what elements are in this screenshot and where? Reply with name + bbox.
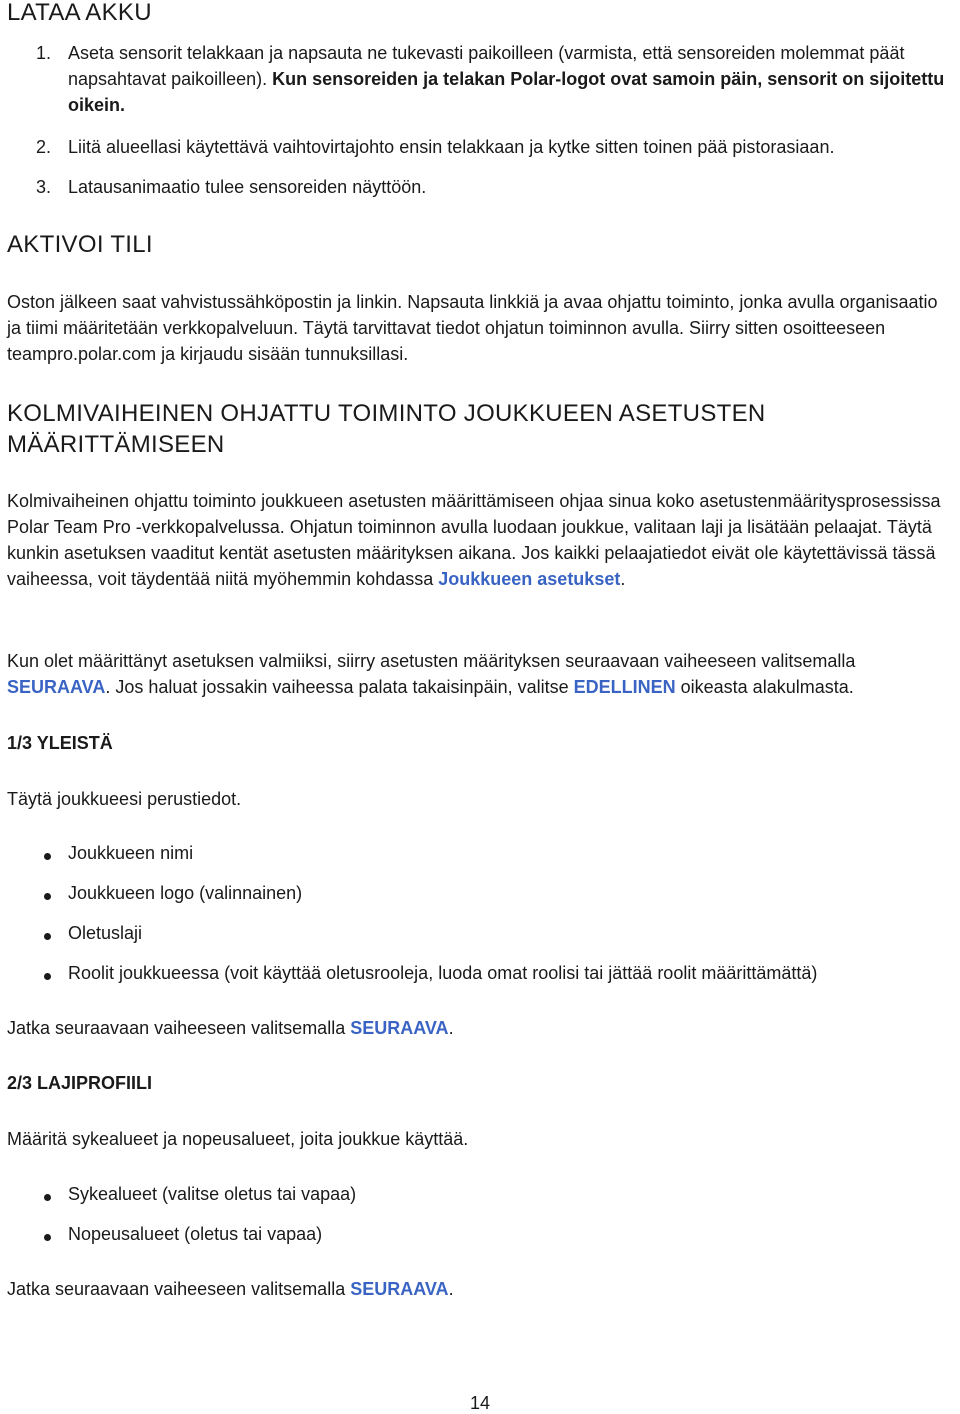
wizard-text: oikeasta alakulmasta. [675, 677, 854, 697]
heading-aktivoi-tili: AKTIVOI TILI [7, 231, 153, 258]
step-1-bullets [7, 840, 953, 1000]
wizard-text-end: . [620, 569, 626, 589]
step-1-intro: Täytä joukkueesi perustiedot. [7, 789, 242, 809]
step-number: 1. [36, 43, 52, 63]
list-item-text: Joukkueen nimi [68, 843, 194, 863]
bullet-icon [44, 853, 51, 860]
step-number: 3. [36, 177, 52, 197]
wizard-paragraph-1 [7, 488, 947, 592]
link-seuraava-step-1[interactable]: SEURAAVA [350, 1018, 449, 1038]
step-item [7, 174, 953, 200]
step-item [7, 134, 953, 160]
list-item-text: Sykealueet (valitse oletus tai vapaa) [68, 1184, 357, 1204]
heading-wizard [7, 398, 766, 460]
step-text-bold: Kun sensoreiden ja telakan Polar-logot ovat samoin päin, sensorit on sijoitettu oikein. [68, 69, 945, 115]
step-text: Liitä alueellasi käytettävä vaihtovirtajohto ensin telakkaan ja kytke sitten toinen pää pistorasiaan. [68, 137, 835, 157]
list-item [7, 960, 953, 986]
wizard-text: Kun olet määrittänyt asetuksen valmiiksi, siirry asetusten määrityksen seuraavaan vaiheeseen valitsemalla [7, 651, 856, 671]
list-item [7, 1181, 953, 1207]
bullet-icon [44, 1234, 51, 1241]
heading-step-2: 2/3 LAJIPROFIILI [7, 1073, 153, 1093]
step-number: 2. [36, 137, 52, 157]
step-2-next [7, 1276, 454, 1302]
list-item-text: Roolit joukkueessa (voit käyttää oletusrooleja, luoda omat roolisi tai jättää roolit määrittämättä) [68, 963, 818, 983]
list-item [7, 1221, 953, 1247]
next-text: Jatka seuraavaan vaiheeseen valitsemalla [7, 1018, 351, 1038]
wizard-text: . Jos haluat jossakin vaiheessa palata takaisinpäin, valitse [105, 677, 574, 697]
heading-wizard-line1: KOLMIVAIHEINEN OHJATTU TOIMINTO JOUKKUEEN ASETUSTEN [7, 400, 766, 427]
step-text: Aseta sensorit telakkaan ja napsauta ne tukevasti paikoilleen (varmista, että sensoreiden molemmat päät napsahtavat paikoilleen). [68, 43, 905, 89]
step-text: Latausanimaatio tulee sensoreiden näyttöön. [68, 177, 427, 197]
link-edellinen[interactable]: EDELLINEN [573, 677, 676, 697]
link-seuraava-step-2[interactable]: SEURAAVA [350, 1279, 449, 1299]
list-item-text: Joukkueen logo (valinnainen) [68, 883, 303, 903]
link-joukkueen-asetukset[interactable]: Joukkueen asetukset [438, 569, 621, 589]
bullet-icon [44, 973, 51, 980]
list-item [7, 880, 953, 906]
page-number: 14 [469, 1393, 491, 1413]
heading-wizard-line2: MÄÄRITTÄMISEEN [7, 431, 225, 458]
next-text-end: . [448, 1279, 454, 1299]
next-text: Jatka seuraavaan vaiheeseen valitsemalla [7, 1279, 351, 1299]
wizard-paragraph-2 [7, 648, 957, 700]
charging-steps [7, 40, 953, 200]
list-item [7, 920, 953, 946]
step-1-next [7, 1015, 454, 1041]
bullet-icon [44, 1194, 51, 1201]
list-item [7, 840, 953, 866]
list-item-text: Nopeusalueet (oletus tai vapaa) [68, 1224, 323, 1244]
step-2-bullets [7, 1181, 953, 1261]
step-2-intro: Määritä sykealueet ja nopeusalueet, joita joukkue käyttää. [7, 1129, 469, 1149]
step-item [7, 40, 953, 118]
heading-lataa-akku: LATAA AKKU [7, 0, 152, 26]
activation-paragraph: Oston jälkeen saat vahvistussähköpostin ja linkin. Napsauta linkkiä ja avaa ohjattu toiminto, jonka avulla organisaatio ja tiimi määritetään verkkopalveluun. Täytä tarvittavat tiedot ohjatun toiminnon avulla. Siirry sitten osoitteeseen teampro.polar.com ja kirjaudu sisään tunnuksillasi. [7, 292, 938, 364]
wizard-text: Kolmivaiheinen ohjattu toiminto joukkueen asetusten määrittämiseen ohjaa sinua koko asetustenmääritysprosessissa Polar Team Pro -verkkopalvelussa. Ohjatun toiminnon avulla luodaan joukkue, valitaan laji ja lisätään pelaajat. Täytä kunkin asetuksen vaaditut kentät asetusten määrityksen aikana. Jos kaikki pelaajatiedot eivät ole käytettävissä tässä vaiheessa, voit täydentää niitä myöhemmin kohdassa [7, 491, 941, 589]
heading-step-1: 1/3 YLEISTÄ [7, 733, 113, 753]
link-seuraava[interactable]: SEURAAVA [7, 677, 106, 697]
list-item-text: Oletuslaji [68, 923, 143, 943]
next-text-end: . [448, 1018, 454, 1038]
bullet-icon [44, 893, 51, 900]
bullet-icon [44, 933, 51, 940]
